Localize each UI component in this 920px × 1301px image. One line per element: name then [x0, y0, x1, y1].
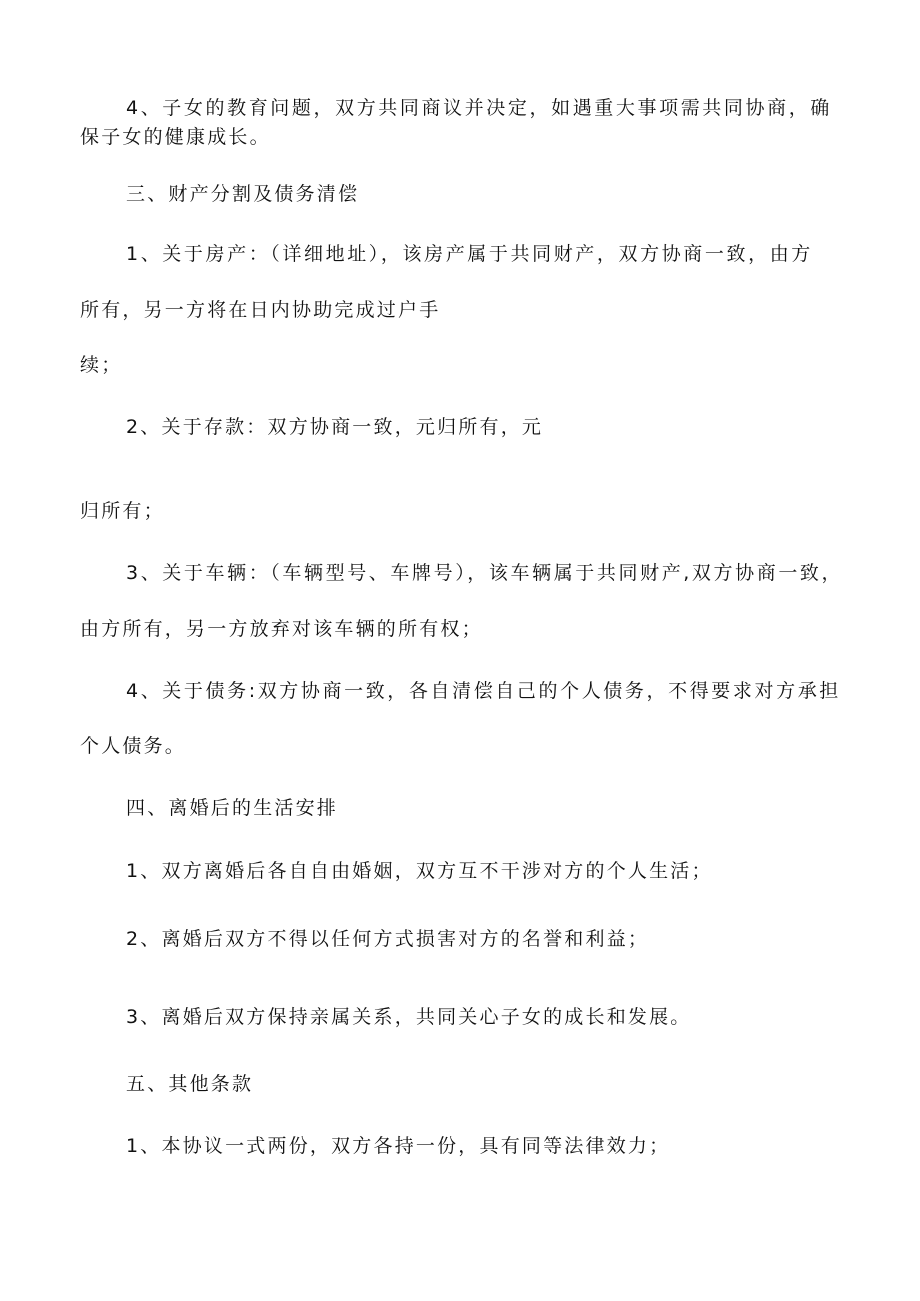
paragraph-line: 2、离婚后双方不得以任何方式损害对方的名誉和利益；: [126, 928, 650, 950]
paragraph-line: 4、关于债务:双方协商一致，各自清偿自己的个人债务，不得要求对方承担: [126, 680, 841, 702]
paragraph-line: 3、关于车辆：（车辆型号、车牌号），该车辆属于共同财产,双方协商一致，: [126, 562, 844, 584]
paragraph-line: 1、关于房产：（详细地址），该房产属于共同财产，双方协商一致，由方: [126, 243, 813, 265]
paragraph-line: 由方所有，另一方放弃对该车辆的所有权；: [80, 618, 483, 640]
paragraph-line: 1、双方离婚后各自自由婚姻，双方互不干涉对方的个人生活；: [126, 860, 713, 882]
paragraph-line: 3、离婚后双方保持亲属关系，共同关心子女的成长和发展。: [126, 1006, 692, 1028]
paragraph-line: 续；: [80, 354, 123, 376]
section-heading: 五、其他条款: [126, 1073, 254, 1095]
paragraph-line: 2、关于存款：双方协商一致，元归所有，元: [126, 416, 544, 438]
section-heading: 三、财产分割及债务清偿: [126, 183, 360, 205]
paragraph-line: 归所有；: [80, 500, 165, 522]
section-heading: 四、离婚后的生活安排: [126, 797, 339, 819]
paragraph-line: 保子女的健康成长。: [80, 126, 271, 148]
paragraph-line: 个人债务。: [80, 735, 187, 757]
paragraph-line: 所有，另一方将在日内协助完成过户手: [80, 299, 441, 321]
paragraph-line: 4、子女的教育问题，双方共同商议并决定，如遇重大事项需共同协商，确: [126, 97, 832, 119]
paragraph-line: 1、本协议一式两份，双方各持一份，具有同等法律效力；: [126, 1135, 671, 1157]
